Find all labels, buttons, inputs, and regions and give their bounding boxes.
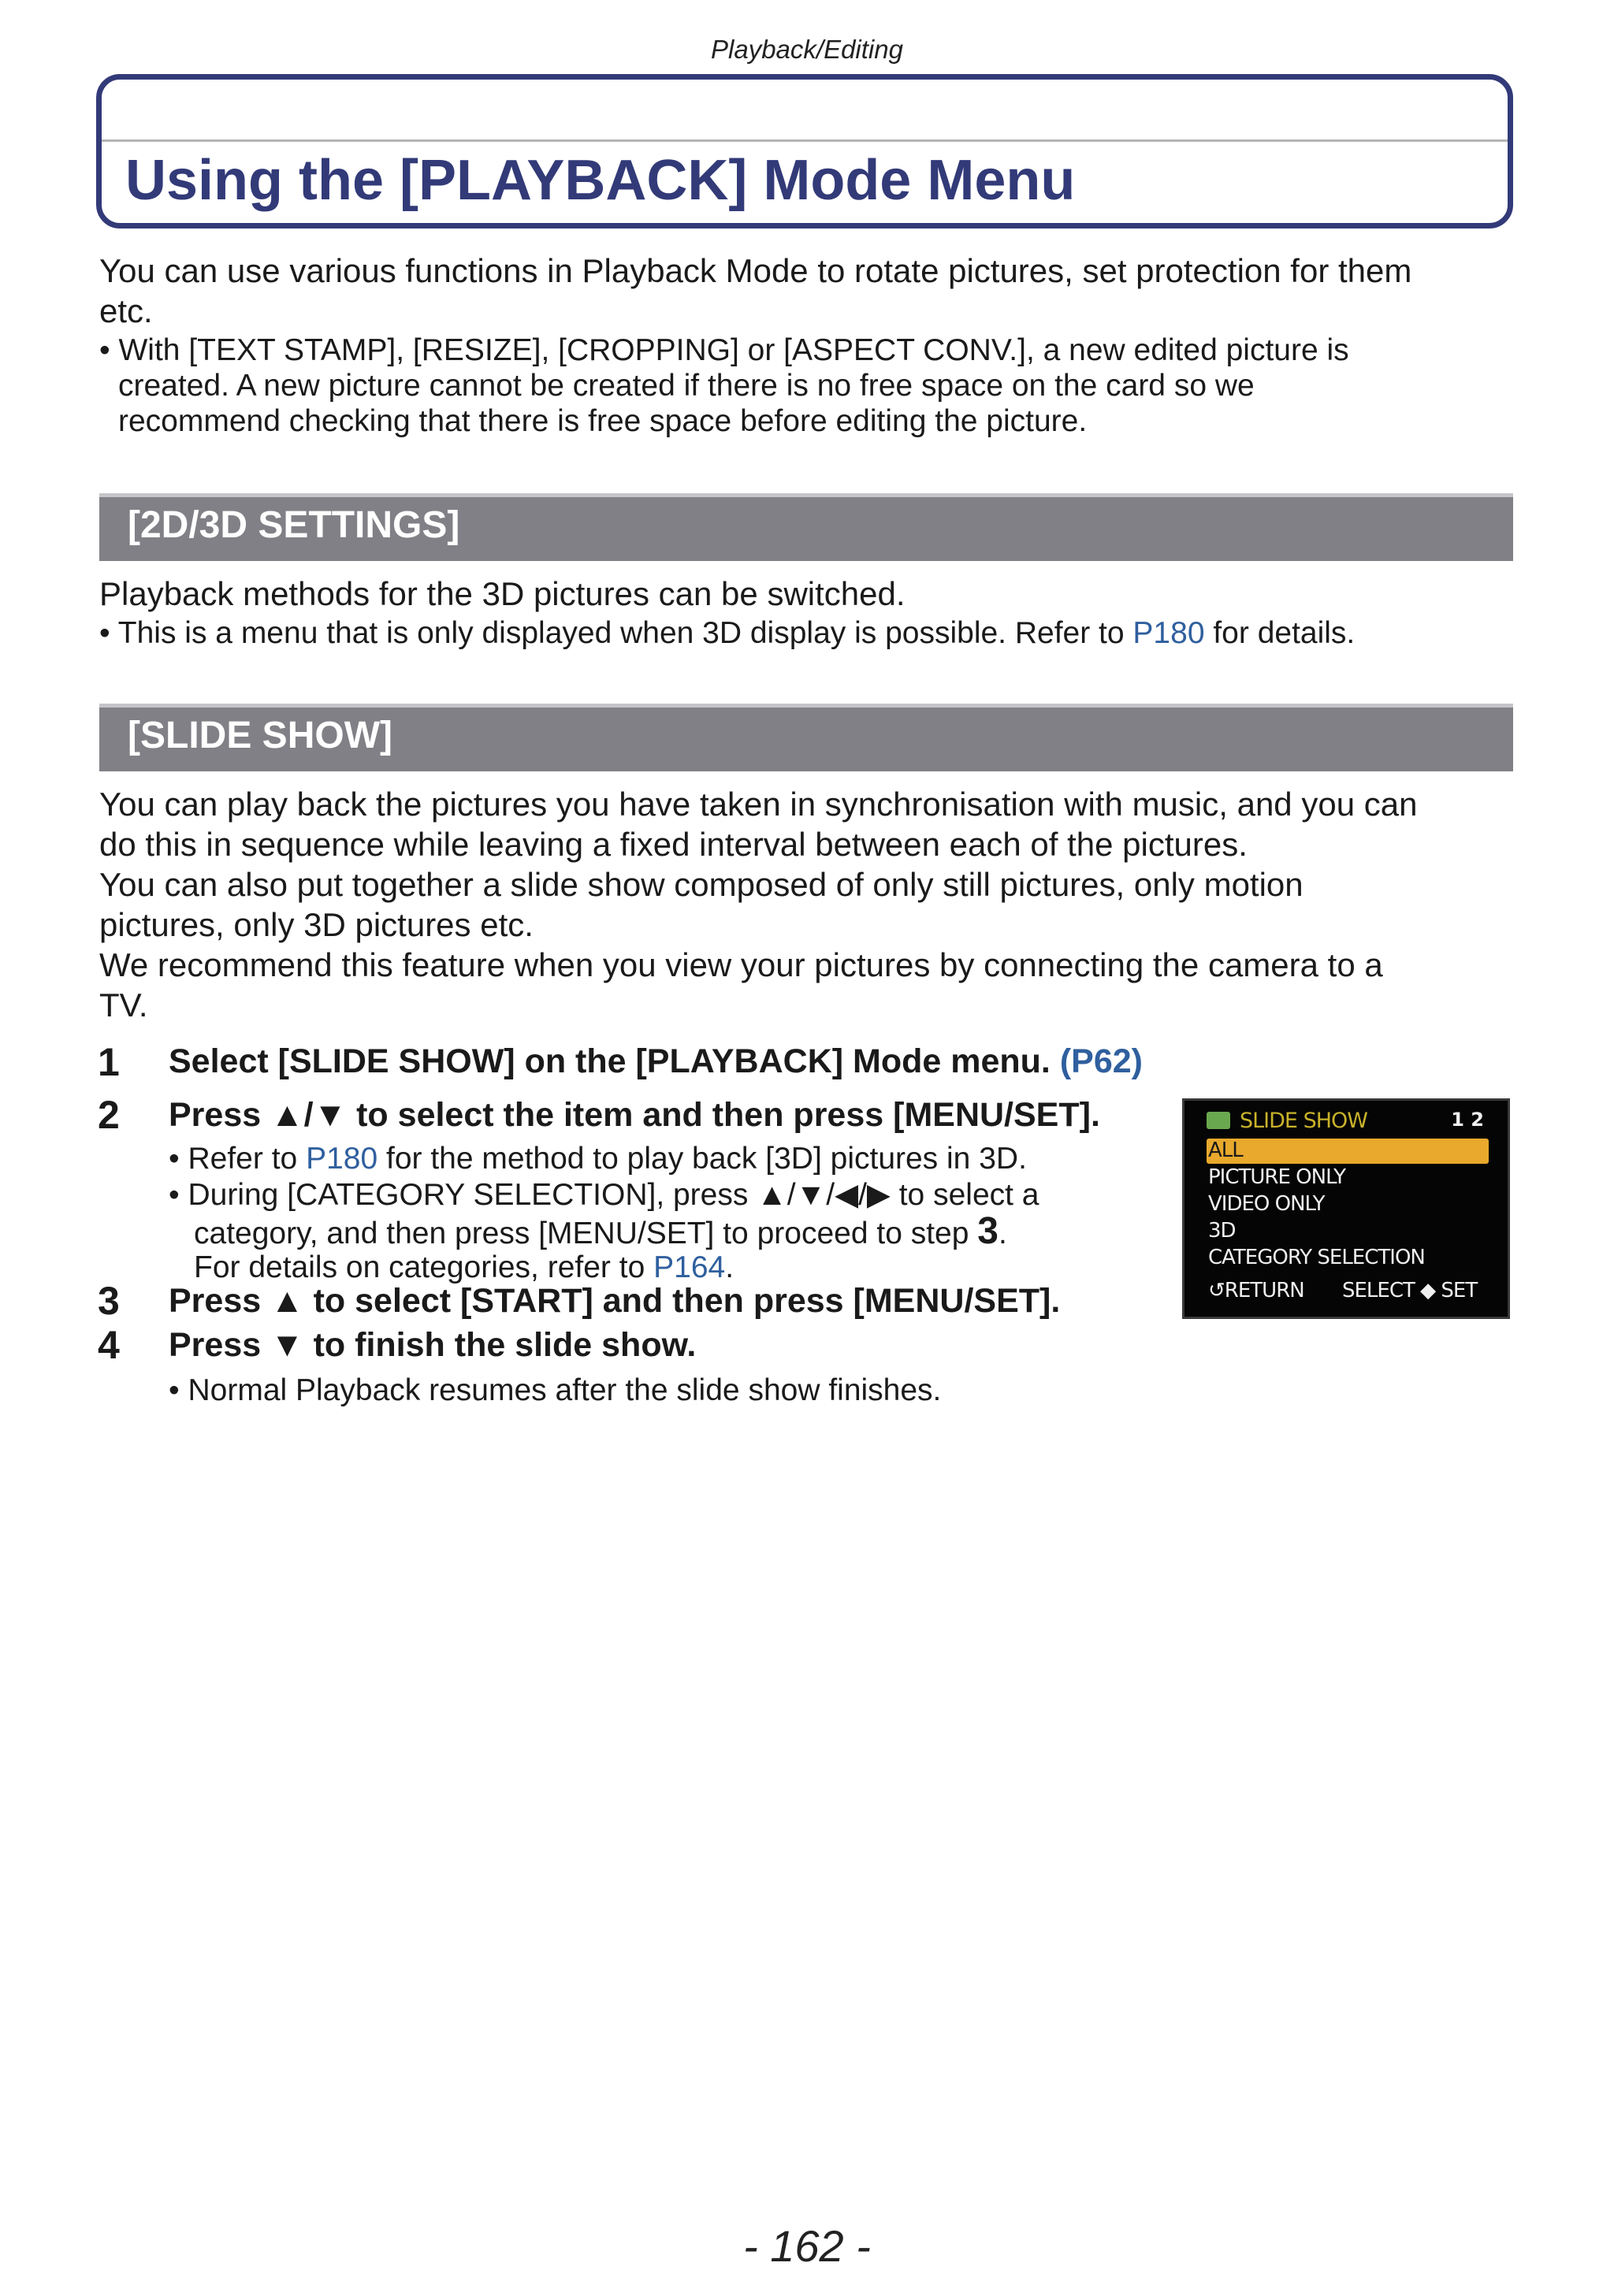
intro-bullet-line-1: • With [TEXT STAMP], [RESIZE], [CROPPING] or [ASPECT CONV.], a new edited picture is [99, 333, 1349, 367]
step-number: 2 [98, 1093, 120, 1137]
section-bar-2d3d [99, 493, 1513, 561]
step-1-text [169, 1042, 1143, 1080]
step-number: 4 [98, 1323, 120, 1367]
camera-menu-screenshot [1182, 1098, 1510, 1319]
screen-menu-item: PICTURE ONLY [1208, 1165, 1345, 1189]
link-p62[interactable]: (P62) [1059, 1042, 1143, 1080]
2d3d-bullet-pre: • This is a menu that is only displayed when 3D display is possible. Refer to [99, 616, 1133, 650]
step-2-sub-2-line-2 [194, 1210, 1007, 1252]
selection-highlight [1207, 1139, 1489, 1164]
screen-select-set-label: SELECT ◆ SET [1342, 1279, 1478, 1302]
page-number: - 162 - [743, 2221, 871, 2271]
intro-bullet-line-2: created. A new picture cannot be created if there is no free space on the card so we [118, 369, 1255, 403]
slide-para-2-line-2: pictures, only 3D pictures etc. [99, 906, 534, 943]
playback-icon [1207, 1112, 1230, 1129]
page-header: Playback/Editing [711, 35, 903, 64]
section-bar-slide-show [99, 704, 1513, 771]
2d3d-bullet [99, 615, 1355, 651]
slide-para-2-line-1: You can also put together a slide show composed of only still pictures, only motion [99, 866, 1303, 903]
slide-para-3-line-2: TV. [99, 986, 148, 1024]
step-2-sub-2-line-3-pre: For details on categories, refer to [194, 1250, 654, 1284]
step-2-sub-1-post: for the method to play back [3D] pictures in 3D. [377, 1142, 1027, 1176]
2d3d-text: Playback methods for the 3D pictures can be switched. [99, 575, 906, 612]
screen-title: SLIDE SHOW [1240, 1109, 1367, 1133]
title-box [96, 74, 1513, 228]
link-p180[interactable]: P180 [1132, 616, 1205, 650]
section-heading-slide-show: [SLIDE SHOW] [128, 715, 392, 756]
slide-para-3-line-1: We recommend this feature when you view your pictures by connecting the camera to a [99, 946, 1383, 983]
intro-line-1: You can use various functions in Playback Mode to rotate pictures, set protection for them [99, 252, 1412, 289]
step-4-sub: • Normal Playback resumes after the slide show finishes. [169, 1373, 942, 1407]
slide-para-1-line-1: You can play back the pictures you have taken in synchronisation with music, and you can [99, 786, 1418, 823]
step-3-text: Press ▲ to select [START] and then press [MENU/SET]. [169, 1282, 1061, 1320]
step-4-text: Press ▼ to finish the slide show. [169, 1326, 697, 1364]
screen-menu-item: ALL [1208, 1139, 1243, 1162]
step-ref-number: 3 [977, 1210, 999, 1252]
screen-menu-item: CATEGORY SELECTION [1208, 1246, 1425, 1269]
slide-para-1-line-2: do this in sequence while leaving a fixed interval between each of the pictures. [99, 826, 1248, 863]
page-title: Using the [PLAYBACK] Mode Menu [125, 149, 1076, 212]
intro-bullet-line-3: recommend checking that there is free space before editing the picture. [118, 404, 1088, 438]
screen-return-label: ↺RETURN [1208, 1279, 1304, 1302]
step-2-text: Press ▲/▼ to select the item and then press [MENU/SET]. [169, 1096, 1100, 1134]
title-divider [102, 139, 1508, 142]
step-1-label: Select [SLIDE SHOW] on the [PLAYBACK] Mode menu. [169, 1042, 1060, 1080]
section-heading-2d3d: [2D/3D SETTINGS] [128, 504, 460, 546]
link-p164[interactable]: P164 [653, 1250, 726, 1284]
step-2-sub-2-line-3-post: . [725, 1250, 734, 1284]
step-2-sub-1 [169, 1141, 1027, 1176]
step-2-sub-2-line-2-pre: category, and then press [MENU/SET] to proceed to step [194, 1217, 978, 1250]
step-2-sub-1-pre: • Refer to [169, 1142, 307, 1176]
screen-menu-item: VIDEO ONLY [1208, 1192, 1325, 1216]
2d3d-bullet-post: for details. [1204, 616, 1356, 650]
screen-menu-item: 3D [1208, 1219, 1236, 1243]
link-p180-step[interactable]: P180 [306, 1142, 378, 1176]
step-2-sub-2-line-1: • During [CATEGORY SELECTION], press ▲/▼/◀/▶ to select a [169, 1178, 1039, 1212]
step-number: 1 [98, 1040, 120, 1084]
intro-line-2: etc. [99, 292, 153, 329]
screen-page-indicator: 1 2 [1451, 1109, 1484, 1131]
step-2-sub-2-line-2-post: . [998, 1217, 1007, 1250]
step-2-sub-2-line-3 [194, 1250, 734, 1285]
step-number: 3 [98, 1279, 120, 1323]
